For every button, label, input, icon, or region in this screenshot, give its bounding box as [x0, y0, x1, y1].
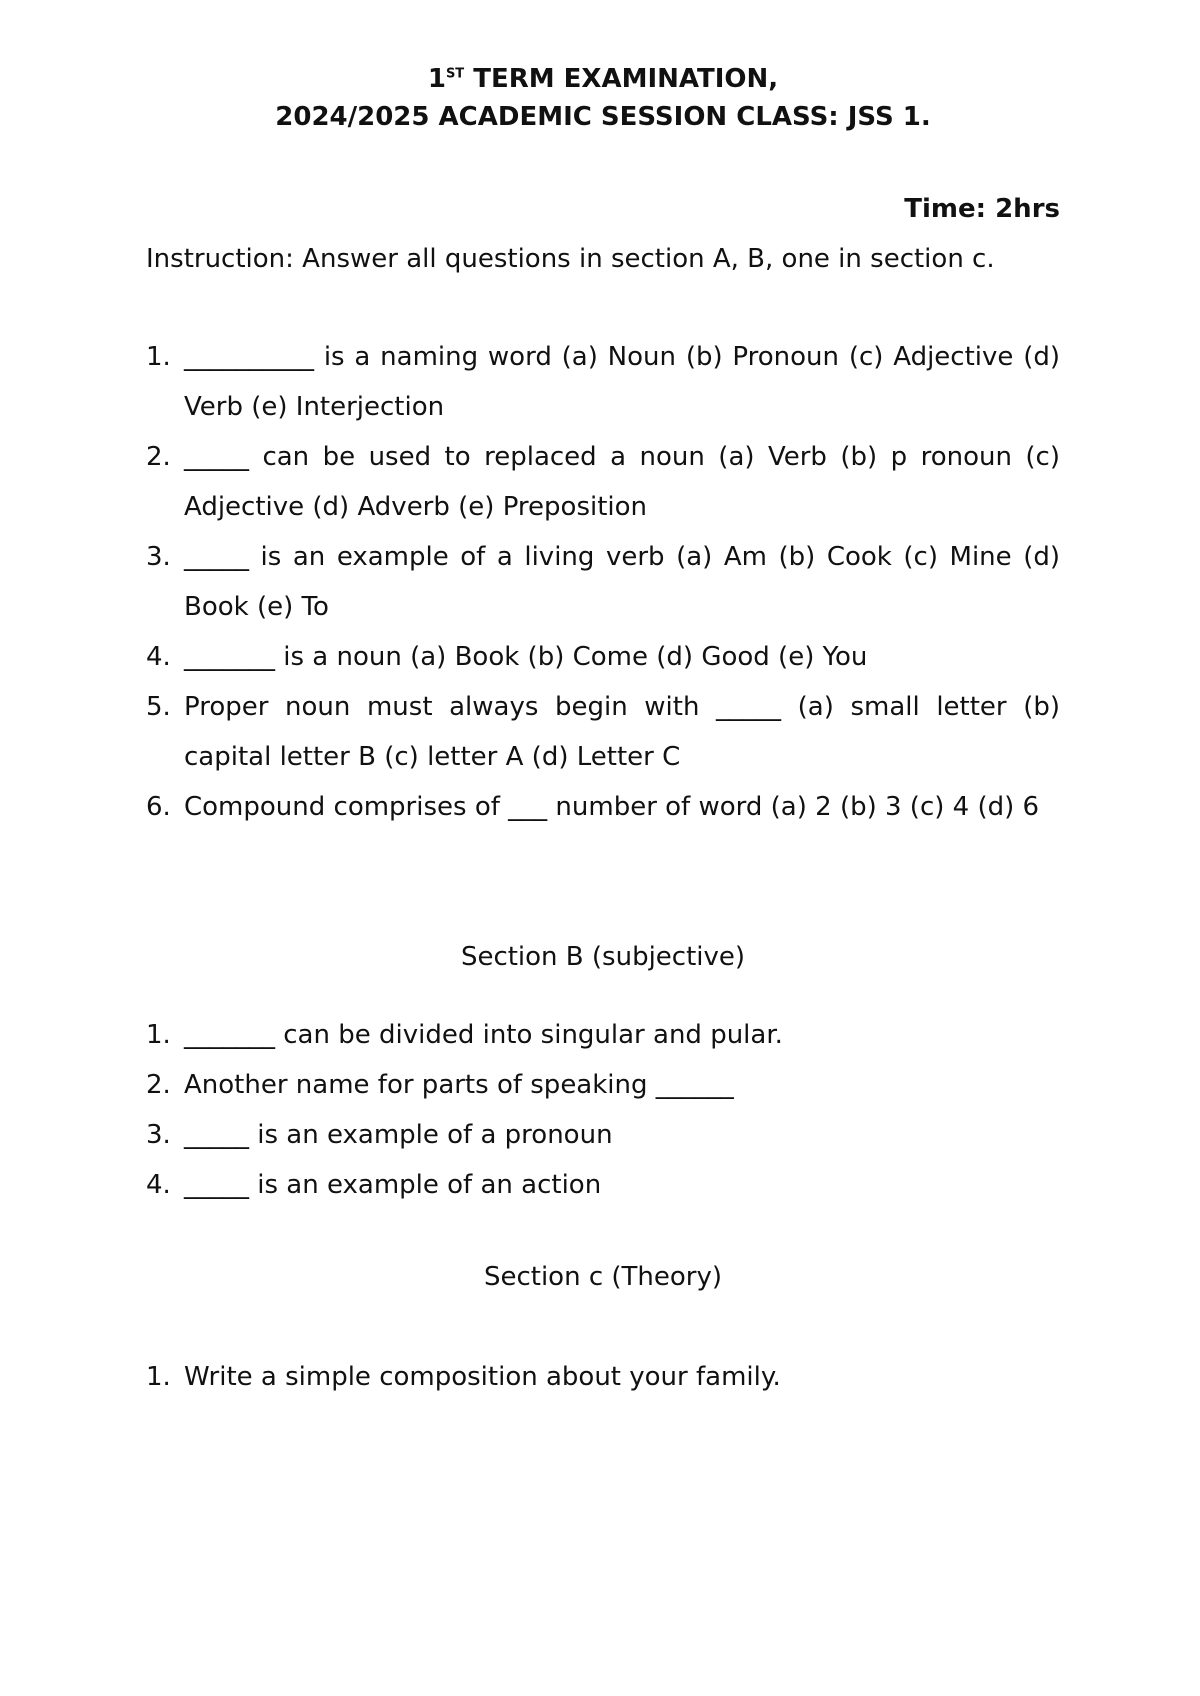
- term-suffix: ST: [445, 66, 465, 82]
- question-text: _____ can be used to replaced a noun (a) Verb (b) p ronoun (c) Adjective (d) Adverb (e) Preposition: [184, 442, 1060, 522]
- section-a-questions: [146, 332, 1060, 832]
- question-text: _____ is an example of an action: [184, 1170, 602, 1200]
- question-number: 6.: [146, 792, 171, 822]
- question-text: _______ can be divided into singular and pular.: [184, 1020, 783, 1050]
- question-item: [146, 1160, 1060, 1210]
- question-number: 4.: [146, 1170, 171, 1200]
- question-item: [146, 682, 1060, 782]
- question-text: __________ is a naming word (a) Noun (b) Pronoun (c) Adjective (d) Verb (e) Interjection: [184, 342, 1060, 422]
- question-number: 5.: [146, 692, 171, 722]
- question-number: 2.: [146, 1070, 171, 1100]
- term-title: TERM EXAMINATION,: [464, 64, 779, 94]
- question-number: 4.: [146, 642, 171, 672]
- question-text: Proper noun must always begin with _____ (a) small letter (b) capital letter B (c) letter A (d) Letter C: [184, 692, 1060, 772]
- question-text: Another name for parts of speaking ______: [184, 1070, 734, 1100]
- section-b-questions: [146, 1010, 1060, 1210]
- question-number: 1.: [146, 342, 171, 372]
- section-c-questions: [146, 1352, 1060, 1402]
- session-class-line: 2024/2025 ACADEMIC SESSION CLASS: JSS 1.: [275, 102, 931, 132]
- question-item: [146, 1010, 1060, 1060]
- question-text: _____ is an example of a living verb (a) Am (b) Cook (c) Mine (d) Book (e) To: [184, 542, 1060, 622]
- exam-title: [146, 60, 1060, 98]
- question-item: [146, 1110, 1060, 1160]
- question-text: _______ is a noun (a) Book (b) Come (d) Good (e) You: [184, 642, 868, 672]
- section-b-heading: Section B (subjective): [460, 942, 746, 972]
- term-number: 1: [427, 64, 446, 94]
- question-item: [146, 432, 1060, 532]
- question-item: [146, 332, 1060, 432]
- question-item: [146, 632, 1060, 682]
- question-item: [146, 782, 1060, 832]
- question-number: 2.: [146, 442, 171, 472]
- question-number: 1.: [146, 1362, 171, 1392]
- question-number: 1.: [146, 1020, 171, 1050]
- time-allowed: Time: 2hrs: [904, 194, 1060, 224]
- question-number: 3.: [146, 542, 171, 572]
- section-c-heading: Section c (Theory): [483, 1262, 723, 1292]
- question-text: _____ is an example of a pronoun: [184, 1120, 613, 1150]
- question-item: [146, 1060, 1060, 1110]
- question-number: 3.: [146, 1120, 171, 1150]
- instruction: Instruction: Answer all questions in section A, B, one in section c.: [146, 244, 995, 274]
- question-item: [146, 532, 1060, 632]
- question-item: [146, 1352, 1060, 1402]
- exam-page: [146, 60, 1060, 1402]
- question-text: Compound comprises of ___ number of word (a) 2 (b) 3 (c) 4 (d) 6: [184, 792, 1040, 822]
- question-text: Write a simple composition about your family.: [184, 1362, 781, 1392]
